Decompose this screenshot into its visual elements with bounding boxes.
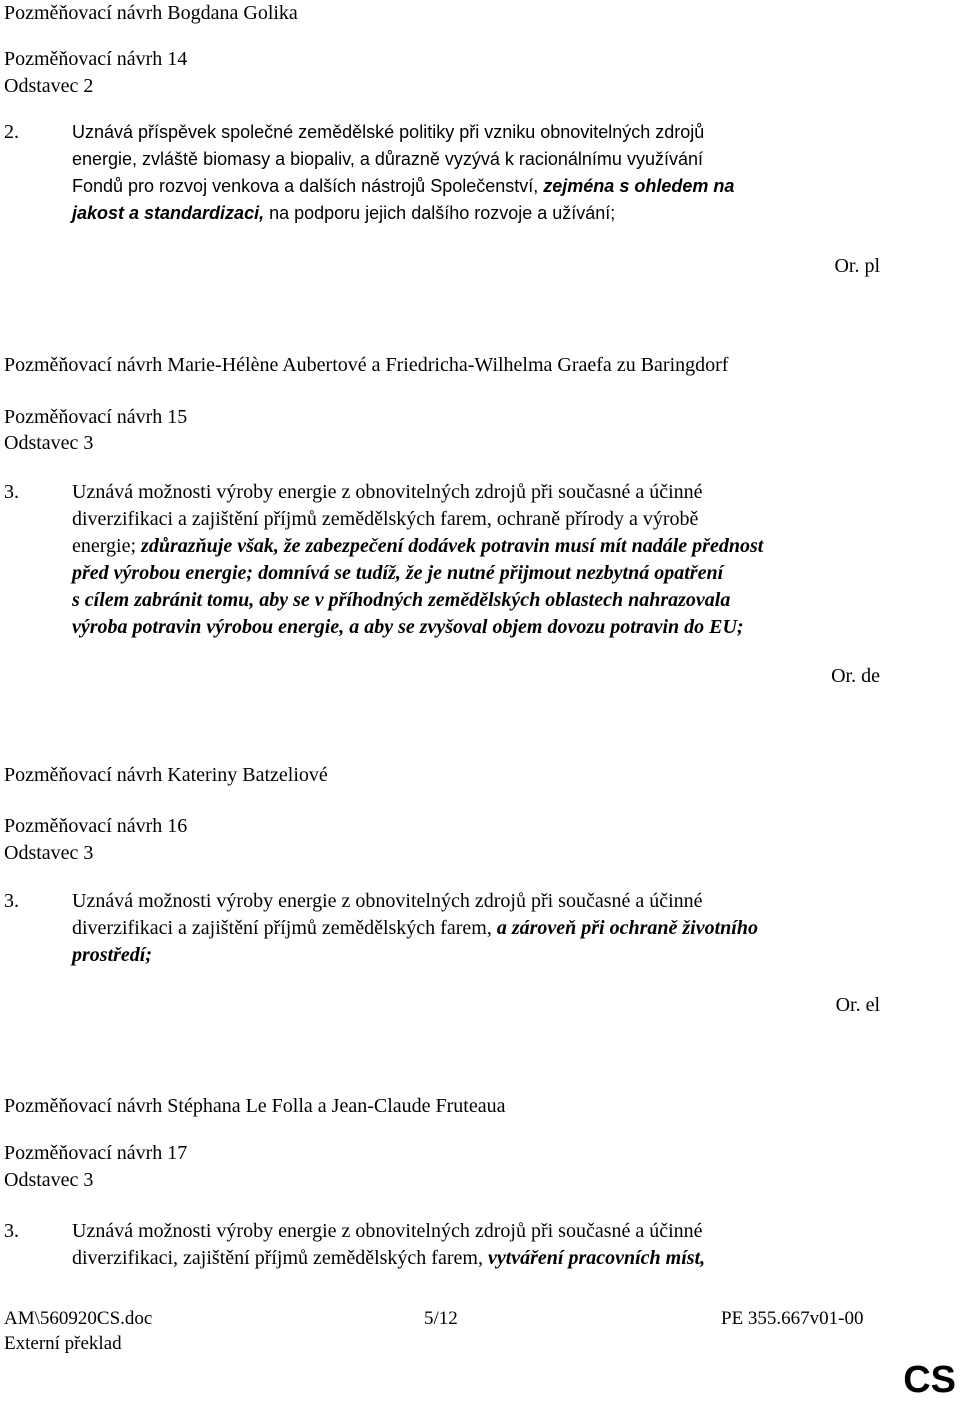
amendment-number: Pozměňovací návrh 16 — [4, 815, 188, 837]
amendment-text-line: s cílem zabránit tomu, aby se v příhodných zemědělských oblastech nahrazovala — [72, 589, 731, 611]
amendment-paragraph: Odstavec 3 — [4, 1169, 94, 1191]
amendment-text-line: energie, zvláště biomasy a biopaliv, a důrazně vyzývá k racionálnímu využívání — [72, 149, 703, 169]
footer-page-number: 5/12 — [424, 1308, 458, 1329]
amendment-number: Pozměňovací návrh 15 — [4, 406, 188, 428]
item-number: 2. — [4, 121, 19, 143]
amendment-number: Pozměňovací návrh 14 — [4, 48, 188, 70]
amendment-author: Pozměňovací návrh Marie-Hélène Aubertové a Friedricha-Wilhelma Graefa zu Baringdorf — [4, 354, 729, 376]
amendment-text-line: výroba potravin výrobou energie, a aby se zvyšoval objem dovozu potravin do EU; — [72, 616, 744, 638]
original-language: Or. pl — [834, 255, 880, 277]
amendment-text-line: před výrobou energie; domnívá se tudíž, že je nutné přijmout nezbytná opatření — [72, 562, 724, 584]
amendment-text-line: prostředí; — [72, 944, 152, 966]
amendment-text-line: energie; zdůrazňuje však, že zabezpečení dodávek potravin musí mít nadále přednost — [72, 535, 764, 557]
amendment-author: Pozměňovací návrh Bogdana Golika — [4, 2, 298, 24]
item-number: 3. — [4, 1220, 19, 1242]
amendment-author: Pozměňovací návrh Stéphana Le Folla a Jean-Claude Fruteaua — [4, 1095, 506, 1117]
amendment-text-line: Uznává možnosti výroby energie z obnovitelných zdrojů při současné a účinné — [72, 1220, 703, 1242]
amendment-paragraph: Odstavec 3 — [4, 842, 94, 864]
amendment-text-line: diverzifikaci a zajištění příjmů zemědělských farem, a zároveň při ochraně životního — [72, 917, 758, 939]
amendment-text-line: Uznává příspěvek společné zemědělské politiky při vzniku obnovitelných zdrojů — [72, 122, 705, 142]
amendment-text-line: Uznává možnosti výroby energie z obnovitelných zdrojů při současné a účinné — [72, 890, 703, 912]
amendment-text-line: Fondů pro rozvoj venkova a dalších nástrojů Společenství, zejména s ohledem na — [72, 176, 735, 196]
footer-translation: Externí překlad — [4, 1333, 122, 1354]
amendment-text-line: diverzifikaci a zajištění příjmů zemědělských farem, ochraně přírody a výrobě — [72, 508, 699, 530]
amendment-author: Pozměňovací návrh Kateriny Batzeliové — [4, 764, 328, 786]
amendment-text-line: diverzifikaci, zajištění příjmů zemědělských farem, vytváření pracovních míst, — [72, 1247, 706, 1269]
footer-pe-ref: PE 355.667v01-00 — [721, 1308, 864, 1329]
item-number: 3. — [4, 481, 19, 503]
footer-language-code: CS — [903, 1359, 956, 1401]
item-number: 3. — [4, 890, 19, 912]
amendment-text-line: Uznává možnosti výroby energie z obnovitelných zdrojů při současné a účinné — [72, 481, 703, 503]
amendment-paragraph: Odstavec 3 — [4, 432, 94, 454]
footer-doc-ref: AM\560920CS.doc — [4, 1308, 153, 1329]
amendment-paragraph: Odstavec 2 — [4, 75, 94, 97]
original-language: Or. de — [831, 665, 880, 687]
original-language: Or. el — [835, 994, 880, 1016]
amendment-text-line: jakost a standardizaci, na podporu jejich dalšího rozvoje a užívání; — [72, 203, 616, 223]
amendment-number: Pozměňovací návrh 17 — [4, 1142, 188, 1164]
